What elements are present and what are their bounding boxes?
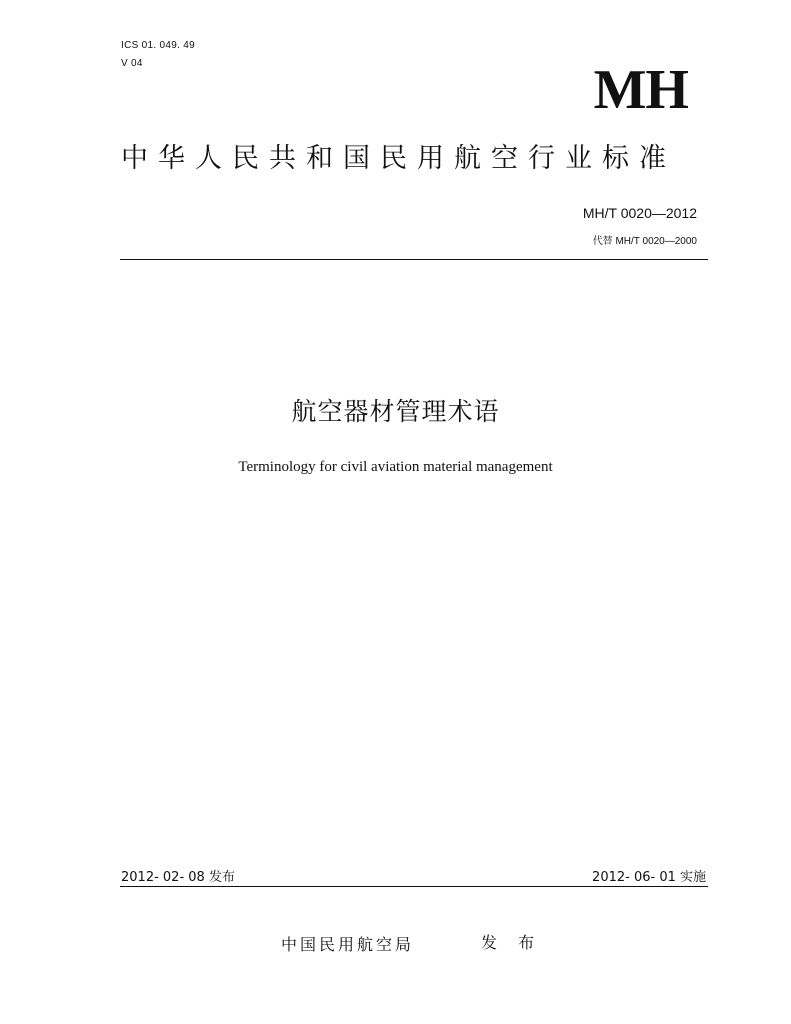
ics-code: ICS 01. 049. 49	[121, 40, 195, 51]
document-title-chinese: 航空器材管理术语	[291, 397, 500, 426]
top-divider	[120, 259, 708, 260]
bottom-divider	[120, 886, 708, 887]
publish-label: 发 布	[481, 933, 543, 952]
ccs-code: V 04	[121, 58, 143, 69]
standard-number: MH/T 0020—2012	[582, 205, 697, 221]
standard-category-title: 中华人民共和国民用航空行业标准	[121, 143, 676, 174]
issue-date: 2012- 02- 08 发布	[121, 870, 235, 885]
issuing-authority: 中国民用航空局	[281, 935, 415, 954]
document-title-english: Terminology for civil aviation material management	[238, 459, 553, 475]
implementation-date: 2012- 06- 01 实施	[592, 870, 706, 885]
replaces-standard: 代替 MH/T 0020—2000	[592, 236, 697, 247]
mh-logo: MH	[593, 59, 688, 121]
